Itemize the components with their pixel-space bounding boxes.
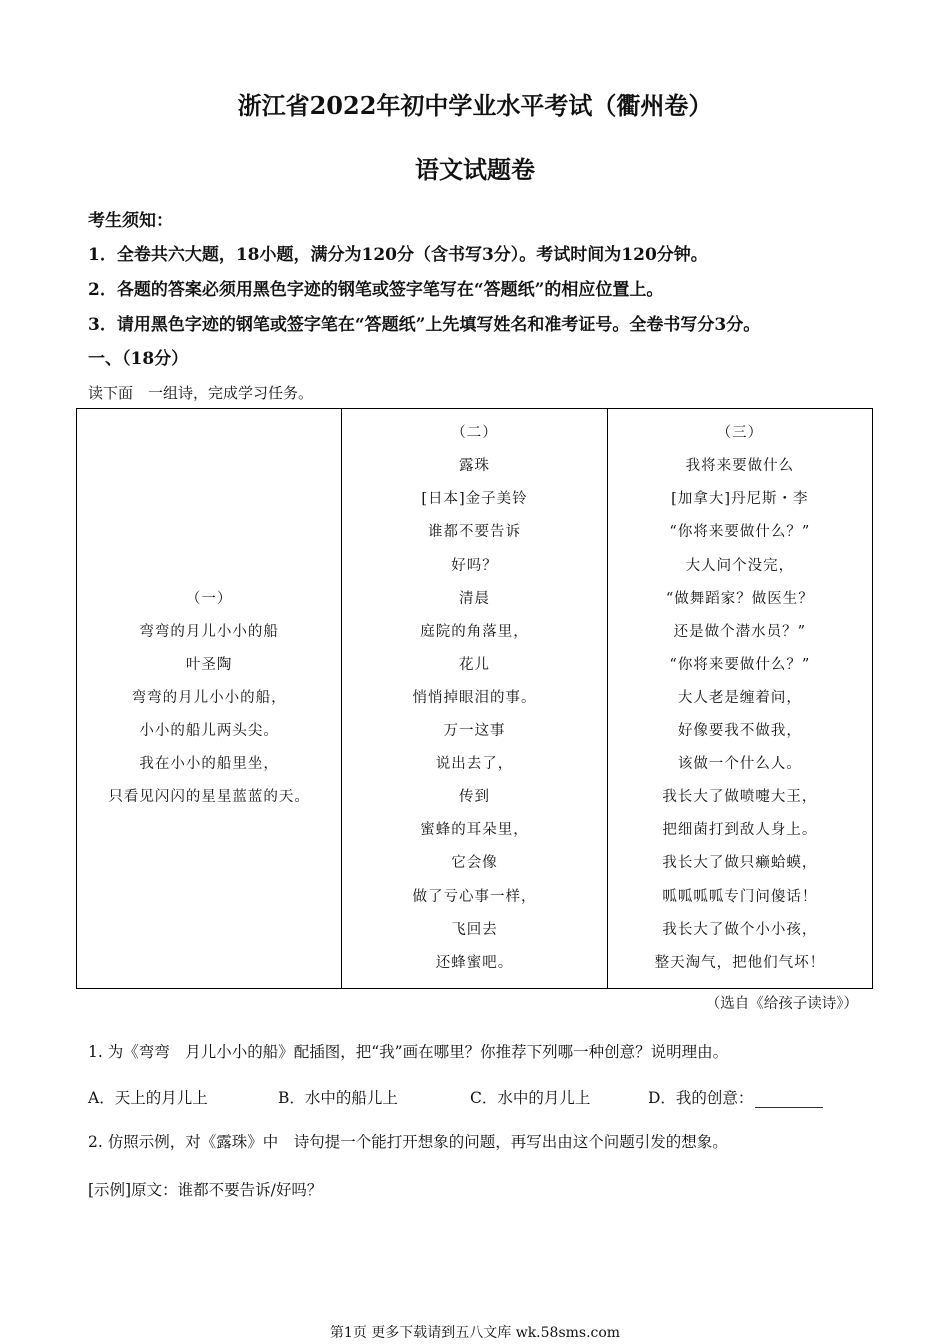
notice-item-3: 3．请用黑色字迹的钢笔或签字笔在“答题纸”上先填写姓名和准考证号。全卷书写分3分。 [88, 315, 761, 335]
poem-2-line: 蜜蜂的耳朵里， [420, 822, 529, 839]
poem-2-line: 飞回去 [451, 921, 498, 938]
poem-3-line: 我长大了做喷嚏大王， [662, 789, 818, 806]
poem-3-line: 我长大了做个小小孩， [662, 921, 818, 938]
poem-3-line: “你将来要做什么？” [669, 656, 811, 673]
poem-3-line: 大人老是缠着问， [677, 689, 802, 706]
notice-item-1: 1．全卷共六大题，18小题，满分为120分（含书写3分）。考试时间为120分钟。 [88, 245, 708, 265]
poem-1-line: 叶圣陶 [185, 656, 233, 673]
poem-1-line: （一） [185, 590, 233, 607]
option-a: A．天上的月儿上 [88, 1089, 208, 1107]
poem-2-line: 还蜂蜜吧。 [435, 954, 514, 971]
poem-2-line: [日本]金子美铃 [421, 491, 528, 508]
poem-1-line: 弯弯的月儿小小的船， [131, 689, 287, 706]
poem-2-line: 庭院的角落里， [420, 623, 529, 640]
poem-3-line: “你将来要做什么？” [669, 524, 811, 541]
option-c: C．水中的月儿上 [470, 1089, 591, 1107]
poem-3-line: “做舞蹈家？做医生？ [665, 590, 814, 607]
poem-1-line: 小小的船儿两头尖。 [139, 723, 279, 740]
poem-2-line: 露珠 [458, 458, 490, 475]
poem-cell-1 [77, 409, 342, 989]
poem-cell-3 [607, 409, 872, 989]
poem-3-line: [加拿大]丹尼斯・李 [671, 491, 809, 508]
section-heading: 一、（18分） [88, 349, 189, 369]
poem-3-line: 还是做个潜水员？” [673, 623, 807, 640]
poem-2-line: 花儿 [458, 656, 490, 673]
poem-2-line: 清晨 [458, 590, 490, 607]
exam-subtitle: 语文试题卷 [415, 155, 535, 184]
question-2: 2. 仿照示例，对《露珠》中 诗句提一个能打开想象的问题，再写出由这个问题引发的想象。 [88, 1133, 728, 1151]
poem-3-line: 我将来要做什么 [685, 458, 795, 475]
poem-2-line: 谁都不要告诉 [427, 524, 521, 541]
poem-1-line: 弯弯的月儿小小的船 [139, 623, 279, 640]
question-1: 1. 为《弯弯 月儿小小的船》配插图，把“我”画在哪里？你推荐下列哪一种创意？说明理由。 [88, 1043, 729, 1061]
poem-1-line: 只看见闪闪的星星蓝蓝的天。 [108, 789, 310, 806]
poem-3-line: 大人问个没完， [685, 557, 795, 574]
poem-2-line: （二） [451, 425, 498, 442]
exam-title: 浙江省2022年初中学业水平考试（衢州卷） [237, 91, 713, 120]
example-text: [示例]原文：谁都不要告诉/好吗？ [88, 1181, 323, 1199]
poem-table [76, 408, 873, 989]
poem-3-line: 该做一个什么人。 [677, 756, 802, 773]
option-d-label: D．我的创意： [648, 1089, 754, 1107]
poem-2-line: 好吗？ [451, 557, 498, 574]
poem-source: （选自《给孩子读诗》） [705, 996, 858, 1012]
poem-cell-2 [342, 409, 607, 989]
poem-3-line: 整天淘气，把他们气坏！ [654, 954, 826, 971]
poem-3-line: 把细菌打到敌人身上。 [662, 822, 818, 839]
notice-item-2: 2．各题的答案必须用黑色字迹的钢笔或签字笔写在“答题纸”的相应位置上。 [88, 280, 664, 300]
poem-1-line: 我在小小的船里坐， [139, 756, 279, 773]
section-intro: 读下面 一组诗，完成学习任务。 [88, 384, 314, 402]
option-b: B．水中的船儿上 [278, 1089, 398, 1107]
poem-2-line: 它会像 [451, 855, 498, 872]
poem-3-line: （三） [716, 425, 764, 442]
option-d [648, 1086, 823, 1108]
poem-2-line: 悄悄掉眼泪的事。 [412, 689, 537, 706]
poem-2-line: 做了亏心事一样， [412, 888, 537, 905]
notice-heading: 考生须知： [88, 211, 173, 231]
page-footer: 第1页 更多下载请到五八文库 wk.58sms.com [329, 1325, 621, 1341]
poem-2-line: 说出去了， [435, 756, 514, 773]
poem-2-line: 万一这事 [443, 723, 506, 740]
answer-blank [755, 1107, 823, 1108]
poem-3-line: 好像要我不做我， [677, 723, 802, 740]
poem-2-line: 传到 [458, 789, 490, 806]
poem-3-line: 呱呱呱呱专门问傻话！ [662, 888, 818, 905]
poem-3-line: 我长大了做只癞蛤蟆， [662, 855, 818, 872]
